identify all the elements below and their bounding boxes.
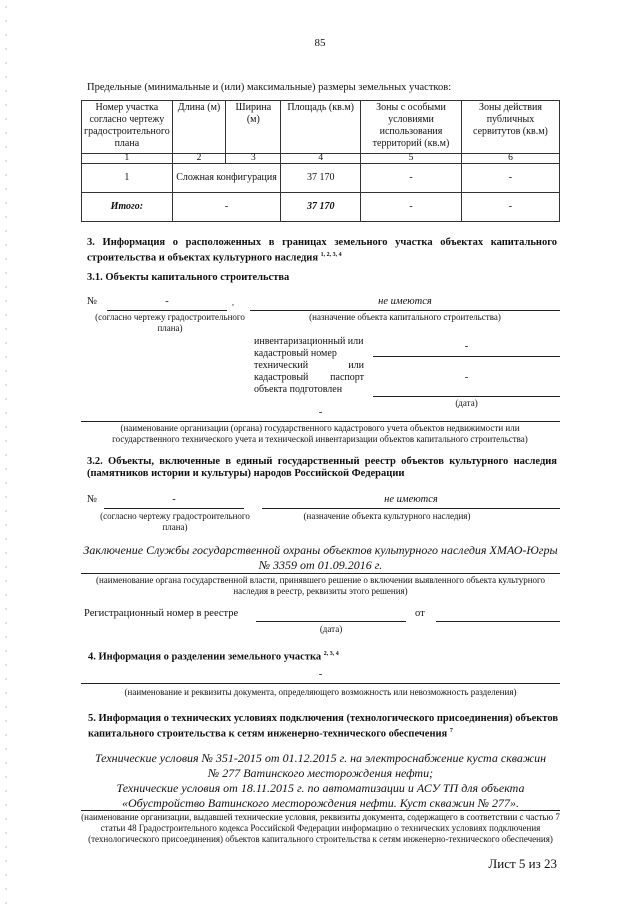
section-4-title: 4. Информация о разделении земельного участка bbox=[88, 651, 322, 663]
total-area: 37 170 bbox=[281, 193, 361, 222]
total-special-zones: - bbox=[361, 193, 462, 222]
inventory-line bbox=[373, 356, 560, 357]
cs-purpose-value: не имеются bbox=[378, 296, 432, 307]
tech-conditions-line bbox=[81, 810, 560, 811]
cs-number-line bbox=[107, 310, 227, 311]
plot-sizes-intro: Предельные (минимальные и (или) максимальные) размеры земельных участков: bbox=[87, 82, 452, 93]
table-header-row bbox=[82, 101, 560, 154]
ch-purpose-value: не имеются bbox=[384, 494, 438, 505]
cs-number-caption: (согласно чертежу градостроительного плана) bbox=[95, 312, 245, 333]
tech-conditions-line-1: Технические условия № 351-2015 от 01.12.2015 г. на электроснабжение куста скважин bbox=[94, 751, 547, 765]
table-row bbox=[82, 164, 560, 193]
section-4-footnote-refs: 2, 3, 4 bbox=[323, 651, 339, 657]
ch-number-value: - bbox=[172, 494, 176, 505]
decision-line bbox=[81, 573, 560, 574]
section-3-heading bbox=[87, 237, 557, 265]
cadastral-org-line bbox=[81, 421, 560, 422]
number-prefix: № bbox=[87, 494, 98, 505]
decision-line-2: № 3359 от 01.09.2016 г. bbox=[258, 558, 383, 572]
decision-caption: (наименование органа государственной власти, принявшего решение о включении выявленного объекта культурного наследия в реестр, реквизиты этого решения) bbox=[95, 575, 546, 596]
cadastral-org-value: - bbox=[318, 407, 323, 418]
cs-purpose-caption: (назначение объекта капитального строительства) bbox=[309, 312, 501, 322]
header-width: Ширина (м) bbox=[226, 101, 281, 154]
ch-purpose-caption: (назначение объекта культурного наследия) bbox=[303, 511, 471, 521]
total-servitudes: - bbox=[461, 193, 559, 222]
cs-purpose-line bbox=[250, 310, 560, 311]
tech-conditions-line-2: № 277 Ватинского месторождения нефти; bbox=[207, 766, 434, 780]
tech-conditions-line-3: Технические условия от 18.11.2015 г. по автоматизации и АСУ ТП для объекта bbox=[116, 781, 525, 795]
page-number: 85 bbox=[314, 37, 326, 49]
tech-conditions-line-4: «Обустройство Ватинского месторождения нефти. Куст скважин № 277». bbox=[121, 796, 520, 810]
cell-area: 37 170 bbox=[281, 164, 361, 193]
header-special-zones: Зоны с особыми условиями использования территорий (кв.м) bbox=[361, 101, 462, 154]
reg-number-line bbox=[256, 621, 406, 622]
col-num: 6 bbox=[461, 154, 559, 164]
division-doc-value: - bbox=[318, 669, 323, 680]
reg-date-caption: (дата) bbox=[319, 624, 343, 634]
cell-dimensions: Сложная конфигурация bbox=[172, 164, 281, 193]
cell-servitudes: - bbox=[461, 164, 559, 193]
inventory-value: - bbox=[464, 341, 469, 352]
header-length: Длина (м) bbox=[172, 101, 226, 154]
number-prefix: № bbox=[87, 296, 98, 307]
tech-conditions-caption: (наименование организации, выдавшей технические условия, реквизиты документа, содержащего в соответствии с частью 7 статьи 48 Градостроительного кодекса Российской Федерации информацию о технических условиях подключения (технологического присоединения) объектов капитального строительства к сетям инженерно-технического обеспечения) bbox=[81, 812, 560, 844]
col-num: 1 bbox=[82, 154, 173, 164]
reg-from-label: от bbox=[415, 608, 425, 619]
ch-number-caption: (согласно чертежу градостроительного плана) bbox=[100, 511, 250, 532]
division-doc-line bbox=[81, 683, 560, 684]
cs-number-value: - bbox=[165, 296, 169, 307]
decision-line-1: Заключение Службы государственной охраны объектов культурного наследия ХМАО-Югры bbox=[83, 543, 558, 557]
ch-purpose-line bbox=[262, 508, 560, 509]
cell-special-zones: - bbox=[361, 164, 462, 193]
col-num: 3 bbox=[226, 154, 281, 164]
cell-plot-number: 1 bbox=[82, 164, 173, 193]
scan-edge-marks bbox=[5, 0, 7, 905]
header-area: Площадь (кв.м) bbox=[281, 101, 361, 154]
passport-date-line bbox=[373, 396, 560, 397]
section-3-footnote-refs: 1, 2, 3, 4 bbox=[320, 252, 342, 258]
section-3-2-heading: 3.2. Объекты, включенные в единый государственный реестр объектов культурного наследия (памятников истории и культуры) народов Российской Федерации bbox=[87, 456, 557, 479]
ch-number-line bbox=[104, 508, 244, 509]
total-label: Итого: bbox=[82, 193, 173, 222]
sheet-label: Лист 5 из 23 bbox=[488, 856, 557, 871]
table-total-row bbox=[82, 193, 560, 222]
reg-number-label: Регистрационный номер в реестре bbox=[84, 608, 239, 619]
column-number-row bbox=[82, 154, 560, 164]
header-plot-number: Номер участка согласно чертежу градостроительного плана bbox=[82, 101, 173, 154]
col-num: 5 bbox=[361, 154, 462, 164]
passport-label: технический или кадастровый паспорт объекта подготовлен bbox=[254, 360, 364, 395]
passport-date-caption: (дата) bbox=[455, 398, 478, 408]
section-5-footnote-refs: 7 bbox=[449, 728, 453, 734]
comma: , bbox=[232, 298, 234, 307]
col-num: 2 bbox=[172, 154, 226, 164]
header-servitudes: Зоны действия публичных сервитутов (кв.м) bbox=[461, 101, 559, 154]
division-doc-caption: (наименование и реквизиты документа, определяющего возможность или невозможность разделения) bbox=[124, 687, 517, 697]
section-5-title: 5. Информация о технических условиях подключения (технологического присоединения) объектов капитального строительства к сетям инженерно-технического обеспечения bbox=[88, 713, 558, 740]
total-dimensions: - bbox=[172, 193, 281, 222]
plot-sizes-table bbox=[81, 100, 560, 222]
section-3-title: 3. Информация о расположенных в границах земельного участка объектах капитального строительства и объектах культурного наследия bbox=[87, 237, 557, 264]
passport-value: - bbox=[464, 372, 469, 383]
reg-date-line bbox=[436, 621, 560, 622]
section-4-heading bbox=[88, 648, 558, 664]
cadastral-org-caption: (наименование организации (органа) государственного кадастрового учета объектов недвижимости или государственного технического учета и технической инвентаризации объектов капитального строительства) bbox=[112, 423, 528, 444]
inventory-label: инвентаризационный или кадастровый номер bbox=[254, 336, 364, 359]
col-num: 4 bbox=[281, 154, 361, 164]
section-3-1-heading: 3.1. Объекты капитального строительства bbox=[87, 272, 290, 283]
section-5-heading bbox=[88, 713, 558, 741]
